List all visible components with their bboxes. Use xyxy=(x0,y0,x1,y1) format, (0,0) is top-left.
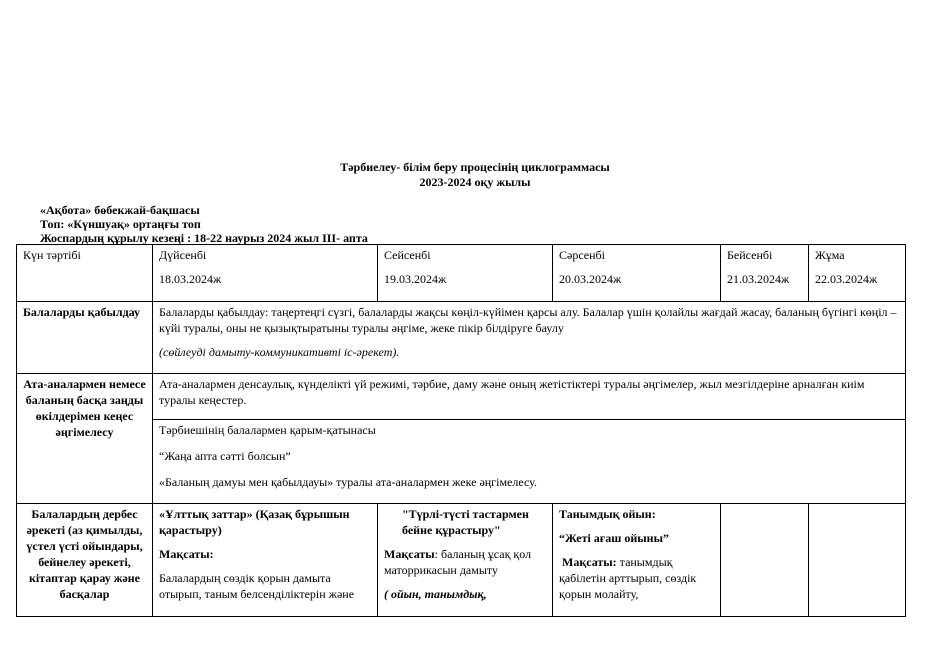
activity-thursday-cell xyxy=(721,504,809,617)
routine-header-label: Күн тәртібі xyxy=(23,248,81,262)
day-name: Дүйсенбі xyxy=(159,248,207,262)
activity-tuesday-goal xyxy=(384,546,546,578)
cyclogram-table xyxy=(16,244,906,617)
activity-monday-cell xyxy=(153,504,378,617)
activity-tuesday-note: ( ойын, танымдық, xyxy=(384,587,487,601)
activity-wednesday-title: Танымдық ойын: xyxy=(559,507,656,521)
plan-period: Жоспардың құрылу кезеңі : 18-22 наурыз 2024 жыл III- апта xyxy=(40,231,368,245)
activity-tuesday-goal-text: : баланың ұсақ қол маторрикасын дамыту xyxy=(384,547,532,577)
activity-wednesday-cell xyxy=(553,504,721,617)
reception-content-cell xyxy=(153,302,906,374)
reception-label-cell xyxy=(17,302,153,374)
parents-content-cell-2 xyxy=(153,420,906,504)
day-date: 19.03.2024ж xyxy=(384,272,447,286)
activity-friday-cell xyxy=(809,504,906,617)
school-year: 2023-2024 оқу жылы xyxy=(419,175,531,189)
activity-monday-title: «Ұлттық заттар» (Қазақ бұрышын қарастыру) xyxy=(159,507,350,537)
day-name: Сәрсенбі xyxy=(559,248,605,262)
day-date: 20.03.2024ж xyxy=(559,272,622,286)
week-greeting: “Жаңа апта сәтті болсын” xyxy=(159,449,291,463)
parents-label-cell xyxy=(17,374,153,504)
day-header-friday xyxy=(809,245,906,302)
activity-wednesday-goal xyxy=(559,554,714,602)
parents-row-1 xyxy=(17,374,906,420)
header-row xyxy=(17,245,906,302)
day-header-tuesday xyxy=(378,245,553,302)
activity-wednesday-goal-text: танымдық қабілетін арттырып, сөздік қорын молайту, xyxy=(559,555,697,601)
activity-wednesday-goal-label: Мақсаты: xyxy=(562,555,617,569)
day-date: 22.03.2024ж xyxy=(815,272,878,286)
teacher-communication-title: Тәрбиешінің балалармен қарым-қатынасы xyxy=(159,423,376,437)
activity-tuesday-cell xyxy=(378,504,553,617)
group-name: Топ: «Күншуақ» ортаңғы топ xyxy=(40,217,201,231)
day-header-thursday xyxy=(721,245,809,302)
routine-header-cell xyxy=(17,245,153,302)
day-name: Бейсенбі xyxy=(727,248,773,262)
activity-tuesday-title: "Түрлі-түсті тастармен бейне құрастыру" xyxy=(402,507,529,537)
day-date: 21.03.2024ж xyxy=(727,272,790,286)
reception-text: Балаларды қабылдау: таңертеңгі сүзгі, балаларды жақсы көңіл-күйімен қарсы алу. Балалар үшін қолайлы жағдай жасау, баланың бүгінгі көңіл – күйі туралы, оны не қызықтыратыны туралы әңгіме, жеке пікір білдіруге баулу xyxy=(159,305,897,335)
day-date: 18.03.2024ж xyxy=(159,272,222,286)
day-header-wednesday xyxy=(553,245,721,302)
day-header-monday xyxy=(153,245,378,302)
activity-monday-goal-text: Балалардың сөздік қорын дамыта отырып, таным белсенділіктерін және xyxy=(159,571,355,601)
activity-label: Балалардың дербес әрекеті (аз қимылды, үстел үсті ойындары, бейнелеу әрекеті, кітаптар қарау және басқалар xyxy=(26,507,143,601)
reception-label: Балаларды қабылдау xyxy=(23,305,141,319)
activity-wednesday-game: “Жеті ағаш ойыны” xyxy=(559,531,669,545)
activity-tuesday-goal-label: Мақсаты xyxy=(384,547,435,561)
parents-text: Ата-аналармен денсаулық, күнделікті үй режимі, тәрбие, даму және оның жетістіктері туралы әңгімелер, жыл мезгілдеріне арналған киім туралы кеңестер. xyxy=(159,377,865,407)
parents-meeting-text: «Баланың дамуы мен қабылдауы» туралы ата-аналармен жеке әңгімелесу. xyxy=(159,475,537,489)
day-name: Сейсенбі xyxy=(384,248,431,262)
parents-label: Ата-аналармен немесе баланың басқа заңды өкілдерімен кеңес әңгімелесу xyxy=(23,377,146,439)
day-name: Жұма xyxy=(815,248,845,262)
parents-content-cell-1 xyxy=(153,374,906,420)
activity-row xyxy=(17,504,906,617)
reception-note: (сөйлеуді дамыту-коммуникативті іс-әрекет). xyxy=(159,345,400,359)
activity-monday-goal-label: Мақсаты: xyxy=(159,547,214,561)
document-title: Тәрбиелеу- білім беру процесінің циклограммасы xyxy=(340,160,610,174)
activity-label-cell xyxy=(17,504,153,617)
kindergarten-name: «Ақбота» бөбекжай-бақшасы xyxy=(40,203,200,217)
reception-row xyxy=(17,302,906,374)
